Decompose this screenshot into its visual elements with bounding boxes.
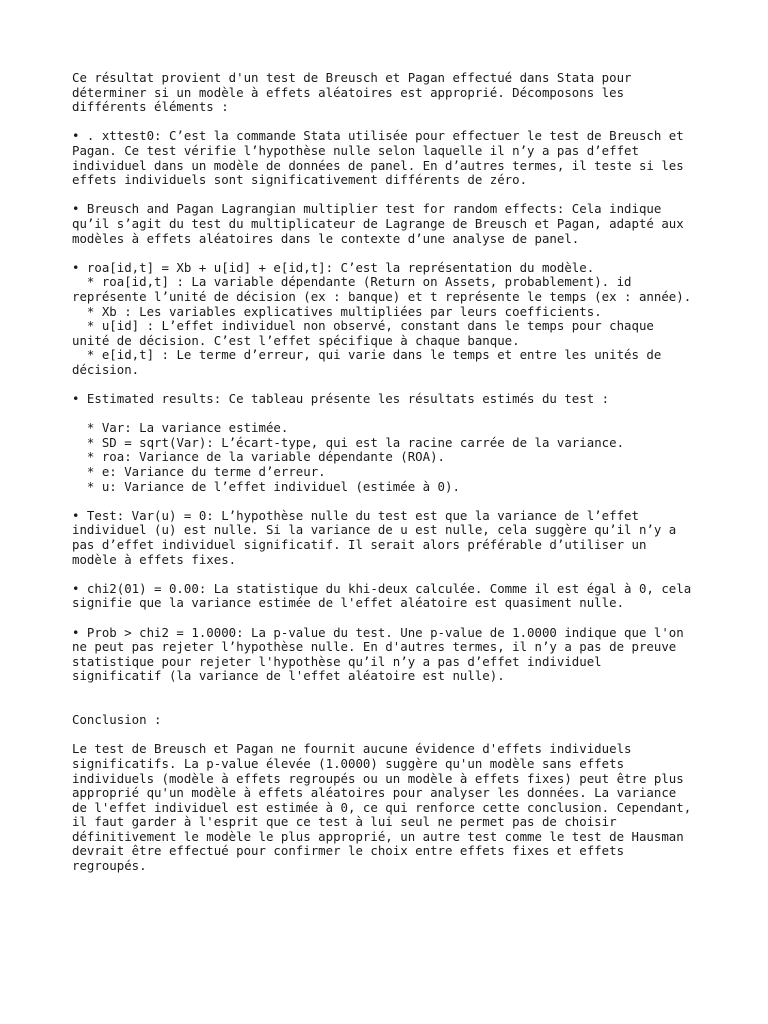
xttest0-paragraph: • . xttest0: C’est la commande Stata utilisée pour effectuer le test de Breusch et Pagan. Ce test vérifie l’hypothèse nulle selon laquelle il n’y a pas d’effet individuel dans un modèle de données de panel. En d’autres termes, il teste si les effets individuels sont significativement différents de zéro. (72, 128, 684, 188)
estimated-results-paragraph: • Estimated results: Ce tableau présente les résultats estimés du test : (72, 391, 610, 407)
intro-paragraph: Ce résultat provient d'un test de Breusch et Pagan effectué dans Stata pour déterminer si un modèle à effets aléatoires est approprié. Décomposons les différents éléments : (72, 70, 632, 115)
chi2-paragraph: • chi2(01) = 0.00: La statistique du khi-deux calculée. Comme il est égal à 0, cela signifie que la variance estimée de l'effet aléatoire est quasiment nulle. (72, 580, 692, 611)
test-hypothesis-paragraph: • Test: Var(u) = 0: L’hypothèse nulle du test est que la variance de l’effet individuel (u) est nulle. Si la variance de u est nulle, cela suggère qu’il n’y a pas d’effet individuel significatif. Il serait alors préférable d’utiliser un modèle à effets fixes. (72, 507, 677, 567)
pvalue-paragraph: • Prob > chi2 = 1.0000: La p-value du test. Une p-value de 1.0000 indique que l'on ne peut pas rejeter l’hypothèse nulle. En d'autres termes, il n’y a pas de preuve statistique pour rejeter l'hypothèse qu’il n’y a pas d’effet individuel significatif (la variance de l'effet aléatoire est nulle). (72, 624, 684, 684)
document-page (72, 71, 712, 874)
conclusion-paragraph: Le test de Breusch et Pagan ne fournit aucune évidence d'effets individuels significatifs. La p-value élevée (1.0000) suggère qu'un modèle sans effets individuels (modèle à effets regroupés ou un modèle à effets fixes) peut être plus approprié qu'un modèle à effets aléatoires pour analyser les données. La variance de l'effet individuel est estimée à 0, ce qui renforce cette conclusion. Cependant, il faut garder à l'esprit que ce test à lui seul ne permet pas de choisir définitivement le modèle le plus approprié, un autre test comme le test de Hausman devrait être effectué pour confirmer le choix entre effets fixes et effets regroupés. (72, 741, 692, 874)
lagrangian-test-paragraph: • Breusch and Pagan Lagrangian multiplier test for random effects: Cela indique qu’il s’agit du test du multiplicateur de Lagrange de Breusch et Pagan, adapté aux modèles à effets aléatoires dans le contexte d’une analyse de panel. (72, 201, 684, 246)
conclusion-heading: Conclusion : (72, 712, 162, 728)
estimated-results-list: * Var: La variance estimée. * SD = sqrt(Var): L’écart-type, qui est la racine carrée de la variance. * roa: Variance de la variable dépendante (ROA). * e: Variance du terme d’erreur. * u: Variance de l’effet individuel (estimée à 0). (86, 420, 625, 494)
model-representation-paragraph: • roa[id,t] = Xb + u[id] + e[id,t]: C’est la représentation du modèle. * roa[id,t] : La variable dépendante (Return on Assets, probablement). id représente l’unité de décision (ex : banque) et t représente le temps (ex : année). * Xb : Les variables explicatives multipliées par leurs coefficients. * u[id] : L’effet individuel non observé, constant dans le temps pour chaque unité de décision. C’est l’effet spécifique à chaque banque. * e[id,t] : Le terme d’erreur, qui varie dans le temps et entre les unités de décision. (72, 259, 692, 377)
